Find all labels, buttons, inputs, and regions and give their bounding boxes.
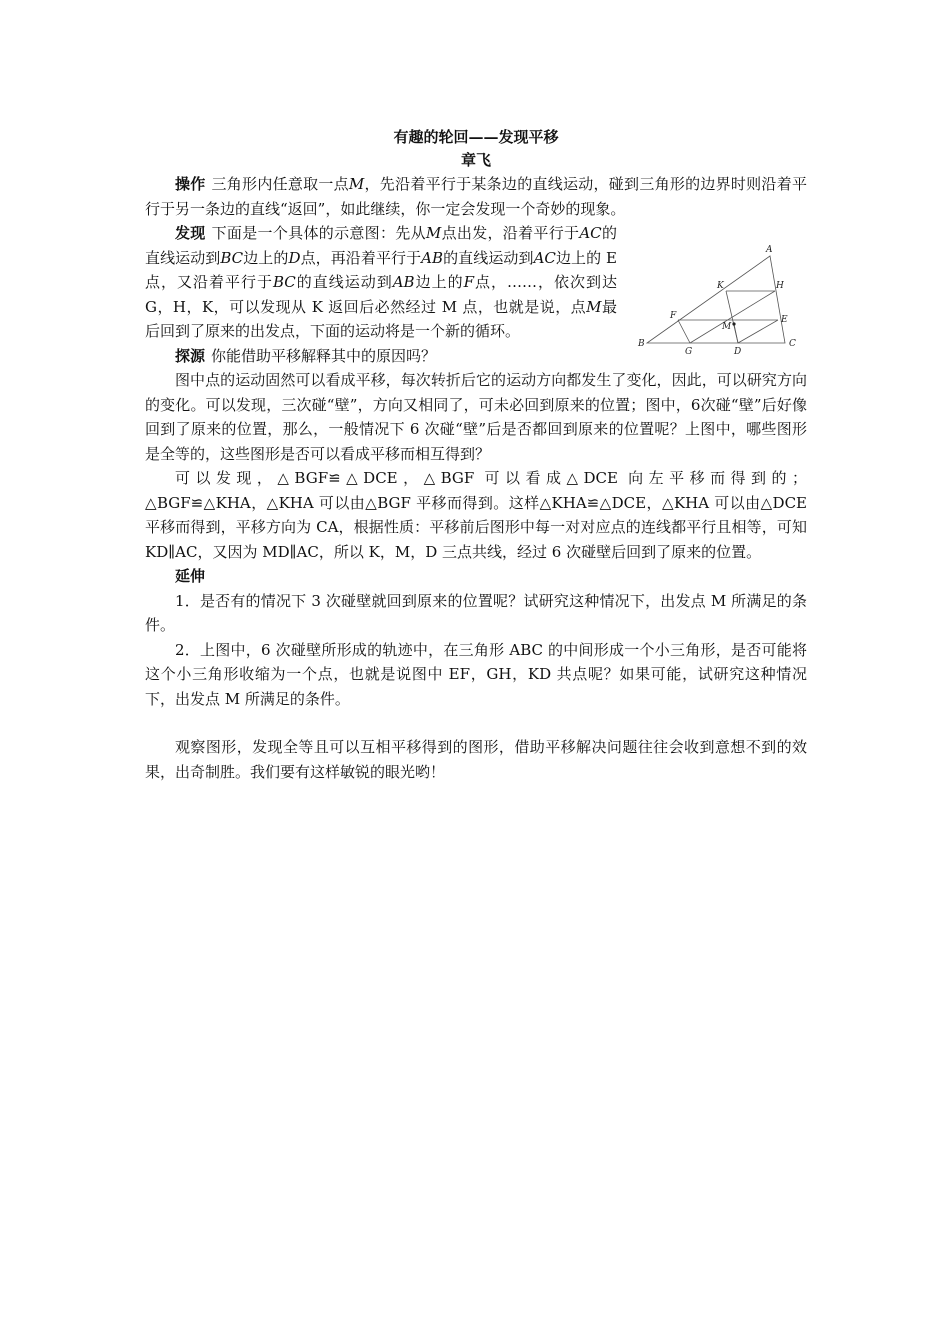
source-para1: 图中点的运动固然可以看成平移，每次转折后它的运动方向都发生了变化，因此，可以研究方向的变化。可以发现，三次碰“壁”，方向又相同了，可未必回到原来的位置；图中，6次碰“壁”后好像回到了原来的位置，那么，一般情况下 6 次碰“壁”后是否都回到原来的位置呢？上图中，哪些图形是全等的，这些图形是否可以看成平移而相互得到？	[145, 371, 807, 463]
label-b: B	[638, 339, 645, 349]
source-para2a: 可以发现，△BGF≌△DCE，△BGF 可以看成△DCE 向左平移而得到的；	[175, 469, 807, 487]
document-page	[145, 126, 807, 784]
discovery-section	[145, 221, 617, 344]
segment-gh	[690, 291, 775, 343]
label-m: M	[722, 322, 732, 332]
segment-fg	[678, 320, 690, 343]
label-k: K	[717, 281, 724, 291]
discovery-paragraph: 发现 下面是一个具体的示意图：先从M点出发，沿着平行于AC的直线运动到BC边上的D点，再沿着平行于AB的直线运动到AC边上的 E 点，又沿着平行于BC的直线运动到AB边上的F点，……，依次到达 G，H，K，可以发现从 K 返回后必然经过 M 点，也就是说，点M最后回到了原来的出发点，下面的运动将是一个新的循环。	[145, 224, 617, 340]
article-author: 章飞	[460, 151, 491, 169]
label-e: E	[781, 315, 788, 325]
closing-paragraph: 观察图形，发现全等且可以互相平移得到的图形，借助平移解决问题往往会收到意想不到的效果，出奇制胜。我们要有这样敏锐的眼光哟！	[145, 738, 807, 781]
label-c: C	[789, 339, 796, 349]
extension-item-2: 2．上图中，6 次碰壁所形成的轨迹中，在三角形 ABC 的中间形成一个小三角形，是否可能将这个小三角形收缩为一个点，也就是说图中 EF，GH，KD 共点呢？如果可能，试研究这种情况下，出发点 M 所满足的条件。	[145, 640, 807, 708]
operation-paragraph: 操作 三角形内任意取一点M，先沿着平行于某条边的直线运动，碰到三角形的边界时则沿着平行于另一条边的直线“返回”，如此继续，你一定会发现一个奇妙的现象。	[145, 175, 807, 218]
label-h: H	[776, 281, 784, 291]
extension-heading	[145, 564, 807, 589]
triangle-svg	[635, 238, 805, 358]
source-para2b: △BGF≌△KHA，△KHA 可以由△BGF 平移而得到。这样△KHA≌△DCE，△KHA 可以由△DCE 平移而得到，平移方向为 CA，根据性质：平移前后图形中每一对对应点的连线都平行且相等，可知 KD∥AC，又因为 MD∥AC，所以 K，M，D 三点共线，经过 6 次碰壁后回到了原来的位置。	[145, 493, 807, 561]
segment-md	[734, 324, 738, 343]
segment-de	[738, 320, 778, 343]
label-g: G	[685, 347, 693, 357]
operation-label: 操作	[175, 175, 206, 193]
extension-label: 延伸	[175, 567, 206, 585]
label-d: D	[734, 347, 742, 357]
label-a: A	[766, 245, 773, 255]
discovery-label: 发现	[175, 224, 206, 242]
label-f: F	[670, 311, 677, 321]
triangle-abc	[647, 256, 785, 343]
source-paragraph: 探源 你能借助平移解释其中的原因吗？	[175, 346, 437, 365]
spacer	[145, 711, 807, 735]
triangle-diagram	[635, 238, 805, 358]
point-m	[732, 322, 735, 325]
article-title: 有趣的轮回——发现平移	[393, 128, 559, 146]
source-label: 探源	[175, 346, 206, 365]
extension-item-1: 1．是否有的情况下 3 次碰壁就回到原来的位置呢？试研究这种情况下，出发点 M 所满足的条件。	[145, 591, 807, 634]
